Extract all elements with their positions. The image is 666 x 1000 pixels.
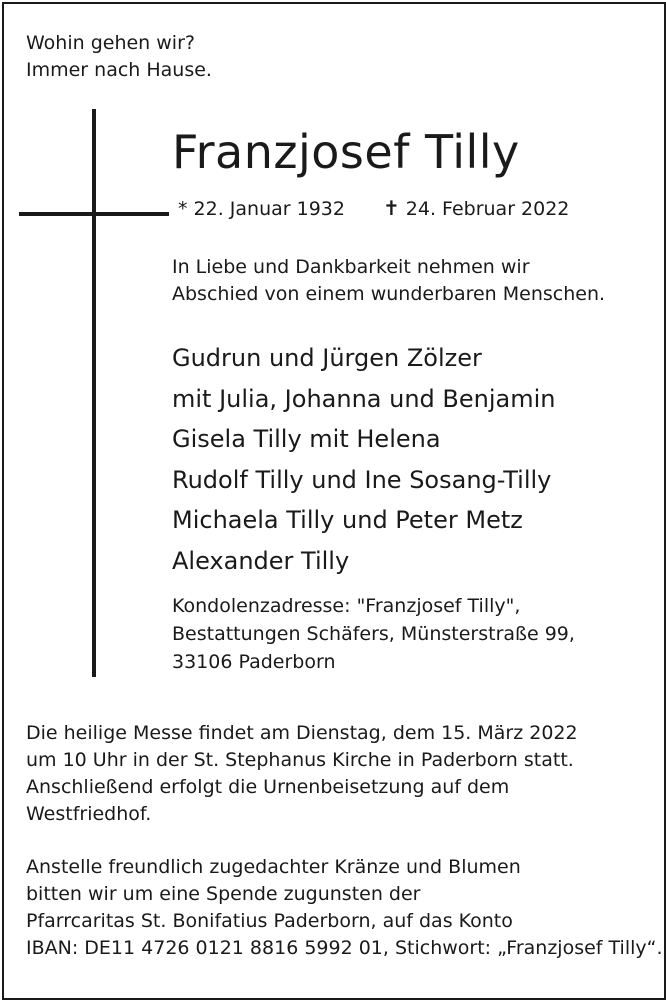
cross-icon-horizontal-bar	[19, 212, 169, 216]
thanks-text	[172, 254, 605, 308]
motto-line: Wohin gehen wir?	[26, 32, 195, 54]
family-member: Michaela Tilly und Peter Metz	[172, 506, 523, 534]
donation-line: Pfarrcaritas St. Bonifatius Paderborn, auf das Konto	[26, 910, 513, 932]
address-line: Bestattungen Schäfers, Münsterstraße 99,	[172, 623, 575, 645]
mass-line: Anschließend erfolgt die Urnenbeisetzung auf dem	[26, 776, 510, 798]
donation-line: Anstelle freundlich zugedachter Kränze und Blumen	[26, 856, 521, 878]
family-member: mit Julia, Johanna und Benjamin	[172, 384, 556, 413]
family-member: Alexander Tilly	[172, 546, 350, 575]
family-member: Rudolf Tilly und Ine Sosang-Tilly	[172, 465, 552, 494]
birth-date: 22. Januar 1932	[193, 198, 345, 220]
motto-line: Immer nach Hause.	[26, 59, 212, 81]
mass-notice	[26, 720, 578, 828]
cross-icon-vertical-bar	[92, 109, 96, 677]
thanks-line: In Liebe und Dankbarkeit nehmen wir	[172, 256, 530, 278]
thanks-line: Abschied von einem wunderbaren Menschen.	[172, 283, 606, 305]
life-dates	[178, 195, 569, 222]
death-cross-icon: ✝	[382, 196, 400, 220]
mass-line: Westfriedhof.	[26, 803, 152, 825]
mass-line: Die heilige Messe findet am Dienstag, dem 15. März 2022	[26, 722, 578, 744]
motto	[26, 30, 212, 84]
address-line: Kondolenzadresse: "Franzjosef Tilly",	[172, 595, 521, 617]
donation-line: IBAN: DE11 4726 0121 8816 5992 01, Stichwort: „Franzjosef Tilly“.	[26, 937, 663, 959]
address-line: 33106 Paderborn	[172, 651, 336, 673]
birth-symbol: *	[178, 198, 188, 220]
family-member: Gisela Tilly mit Helena	[172, 425, 441, 453]
family-list	[172, 338, 555, 581]
condolence-address	[172, 592, 575, 676]
death-date: 24. Februar 2022	[405, 198, 570, 220]
mass-line: um 10 Uhr in der St. Stephanus Kirche in Paderborn statt.	[26, 749, 574, 771]
donation-line: bitten wir um eine Spende zugunsten der	[26, 883, 421, 905]
donation-notice	[26, 854, 663, 962]
family-member: Gudrun und Jürgen Zölzer	[172, 344, 482, 372]
deceased-name: Franzjosef Tilly	[172, 125, 520, 179]
